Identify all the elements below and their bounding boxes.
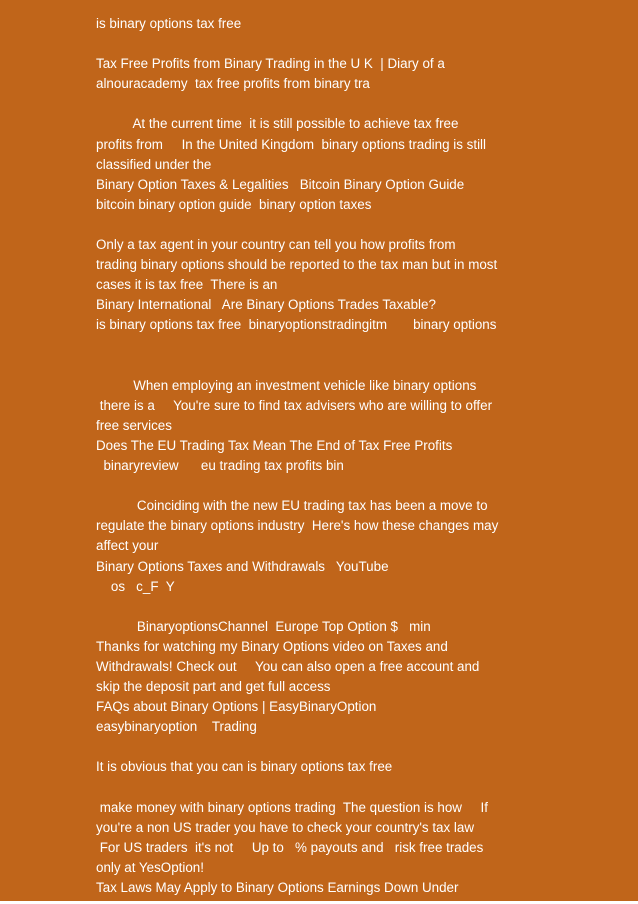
blank-line (96, 94, 576, 114)
text-line: binaryreview eu trading tax profits bin (96, 458, 344, 474)
text-line: trading binary options should be reported to the tax man but in most (96, 257, 498, 273)
blank-line (96, 215, 576, 235)
text-line: you're a non US trader you have to check your country's tax law (96, 819, 475, 835)
blank-line (96, 336, 576, 356)
blank-line (96, 34, 576, 54)
text-line: For US traders it's not Up to % payouts and risk free trades (96, 839, 484, 855)
text-line: classified under the (96, 156, 212, 172)
text-line: Tax Laws May Apply to Binary Options Earnings Down Under (96, 880, 459, 896)
text-line: At the current time it is still possible to achieve tax free (96, 116, 459, 132)
text-line: It is obvious that you can is binary options tax free (96, 759, 393, 775)
text-line: there is a You're sure to find tax advisers who are willing to offer (96, 397, 493, 413)
text-line: Binary Options Taxes and Withdrawals YouTube (96, 558, 389, 574)
blank-line (96, 737, 576, 757)
text-line: Withdrawals! Check out You can also open a free account and (96, 659, 480, 674)
text-line: When employing an investment vehicle like binary options (96, 377, 477, 393)
text-line: os c_F Y (96, 578, 175, 594)
text-line: only at YesOption! (96, 859, 204, 875)
text-line: skip the deposit part and get full access (96, 679, 331, 695)
text-line: Thanks for watching my Binary Options video on Taxes and (96, 638, 448, 654)
text-line: make money with binary options trading The question is how If (96, 799, 489, 815)
text-line: easybinaryoption Trading (96, 719, 257, 735)
text-line: Binary International Are Binary Options Trades Taxable? (96, 297, 436, 313)
text-line: is binary options tax free (96, 16, 242, 31)
text-line: free services (96, 417, 172, 433)
text-line: Does The EU Trading Tax Mean The End of Tax Free Profits (96, 437, 453, 453)
blank-line (96, 476, 576, 496)
blank-line (96, 778, 576, 798)
text-line: affect your (96, 538, 159, 554)
document-text (96, 14, 576, 898)
text-line: is binary options tax free binaryoptionstradingitm binary options (96, 317, 497, 333)
text-line: Binary Option Taxes & Legalities Bitcoin Binary Option Guide (96, 176, 465, 192)
text-line: BinaryoptionsChannel Europe Top Option $ min (96, 618, 431, 634)
text-line: FAQs about Binary Options | EasyBinaryOption (96, 699, 377, 715)
text-line: alnouracademy tax free profits from binary tra (96, 76, 370, 92)
text-line: profits from In the United Kingdom binary options trading is still (96, 136, 486, 152)
text-line: Tax Free Profits from Binary Trading in the U K | Diary of a (96, 56, 445, 72)
text-line: cases it is tax free There is an (96, 277, 278, 293)
text-line: Coinciding with the new EU trading tax has been a move to (96, 498, 488, 514)
text-line: Only a tax agent in your country can tell you how profits from (96, 237, 456, 253)
text-line: regulate the binary options industry Here's how these changes may (96, 518, 499, 534)
blank-line (96, 356, 576, 376)
text-line: bitcoin binary option guide binary option taxes (96, 196, 372, 212)
blank-line (96, 597, 576, 617)
